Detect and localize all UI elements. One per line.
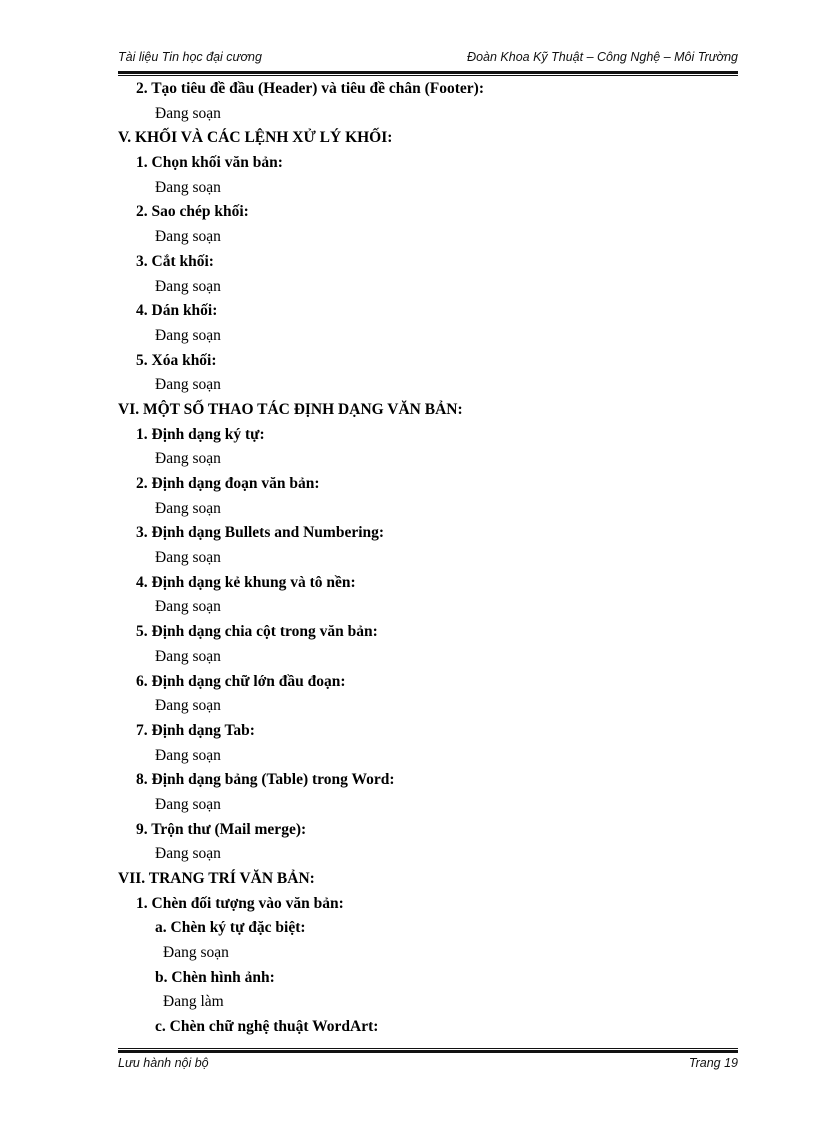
header-rule-thin bbox=[118, 75, 738, 76]
subsection-heading: 5. Xóa khối: bbox=[136, 351, 217, 369]
subsection-heading: 4. Dán khối: bbox=[136, 302, 218, 320]
subsection-heading: 2. Tạo tiêu đề đầu (Header) và tiêu đề chân (Footer): bbox=[136, 80, 484, 97]
footer-rule-thin bbox=[118, 1048, 738, 1049]
subsection-heading: 9. Trộn thư (Mail merge): bbox=[136, 820, 307, 838]
page-number: Trang 19 bbox=[688, 1056, 738, 1070]
body-text: Đang soạn bbox=[155, 499, 221, 517]
header-rule-thick bbox=[118, 71, 738, 74]
body-text: Đang soạn bbox=[155, 795, 221, 813]
section-heading: V. KHỐI VÀ CÁC LỆNH XỬ LÝ KHỐI: bbox=[118, 129, 393, 147]
header-right-text: Đoàn Khoa Kỹ Thuật – Công Nghệ – Môi Trường bbox=[467, 50, 738, 64]
body-text: Đang soạn bbox=[155, 228, 221, 246]
body-text: Đang làm bbox=[163, 993, 224, 1011]
subsection-heading: 1. Chọn khối văn bản: bbox=[136, 154, 283, 172]
page-footer bbox=[118, 1056, 738, 1076]
header-left-text: Tài liệu Tin học đại cương bbox=[118, 50, 262, 64]
subsection-heading: 1. Chèn đối tượng vào văn bản: bbox=[136, 894, 344, 912]
body-text: Đang soạn bbox=[155, 598, 221, 616]
body-text: Đang soạn bbox=[155, 549, 221, 567]
sub-subsection-heading: c. Chèn chữ nghệ thuật WordArt: bbox=[155, 1018, 379, 1036]
subsection-heading: 7. Định dạng Tab: bbox=[136, 721, 255, 739]
subsection-heading: 3. Định dạng Bullets and Numbering: bbox=[136, 524, 385, 542]
subsection-heading: 6. Định dạng chữ lớn đầu đoạn: bbox=[136, 672, 346, 690]
subsection-heading: 2. Sao chép khối: bbox=[136, 203, 249, 221]
subsection-heading: 3. Cắt khối: bbox=[136, 252, 214, 270]
body-text: Đang soạn bbox=[155, 376, 221, 394]
subsection-heading: 5. Định dạng chia cột trong văn bản: bbox=[136, 623, 378, 641]
body-text: Đang soạn bbox=[155, 647, 221, 665]
subsection-heading: 4. Định dạng kẻ khung và tô nền: bbox=[136, 573, 356, 591]
body-text: Đang soạn bbox=[155, 104, 221, 122]
footer-left-text: Lưu hành nội bộ bbox=[118, 1056, 209, 1070]
body-text: Đang soạn bbox=[155, 178, 221, 196]
body-text: Đang soạn bbox=[155, 697, 221, 715]
page-header bbox=[118, 50, 738, 70]
body-text: Đang soạn bbox=[155, 326, 221, 344]
section-heading: VI. MỘT SỐ THAO TÁC ĐỊNH DẠNG VĂN BẢN: bbox=[118, 400, 463, 418]
body-text: Đang soạn bbox=[155, 277, 221, 295]
footer-rule-thick bbox=[118, 1050, 738, 1053]
sub-subsection-heading: b. Chèn hình ảnh: bbox=[155, 968, 275, 986]
subsection-heading: 2. Định dạng đoạn văn bản: bbox=[136, 475, 320, 492]
body-text: Đang soạn bbox=[155, 450, 221, 468]
subsection-heading: 1. Định dạng ký tự: bbox=[136, 425, 265, 443]
sub-subsection-heading: a. Chèn ký tự đặc biệt: bbox=[155, 919, 306, 937]
body-text: Đang soạn bbox=[163, 944, 229, 962]
section-heading: VII. TRANG TRÍ VĂN BẢN: bbox=[118, 870, 315, 887]
document-body bbox=[118, 77, 738, 1040]
body-text: Đang soạn bbox=[155, 746, 221, 764]
body-text: Đang soạn bbox=[155, 845, 221, 863]
subsection-heading: 8. Định dạng bảng (Table) trong Word: bbox=[136, 771, 395, 789]
